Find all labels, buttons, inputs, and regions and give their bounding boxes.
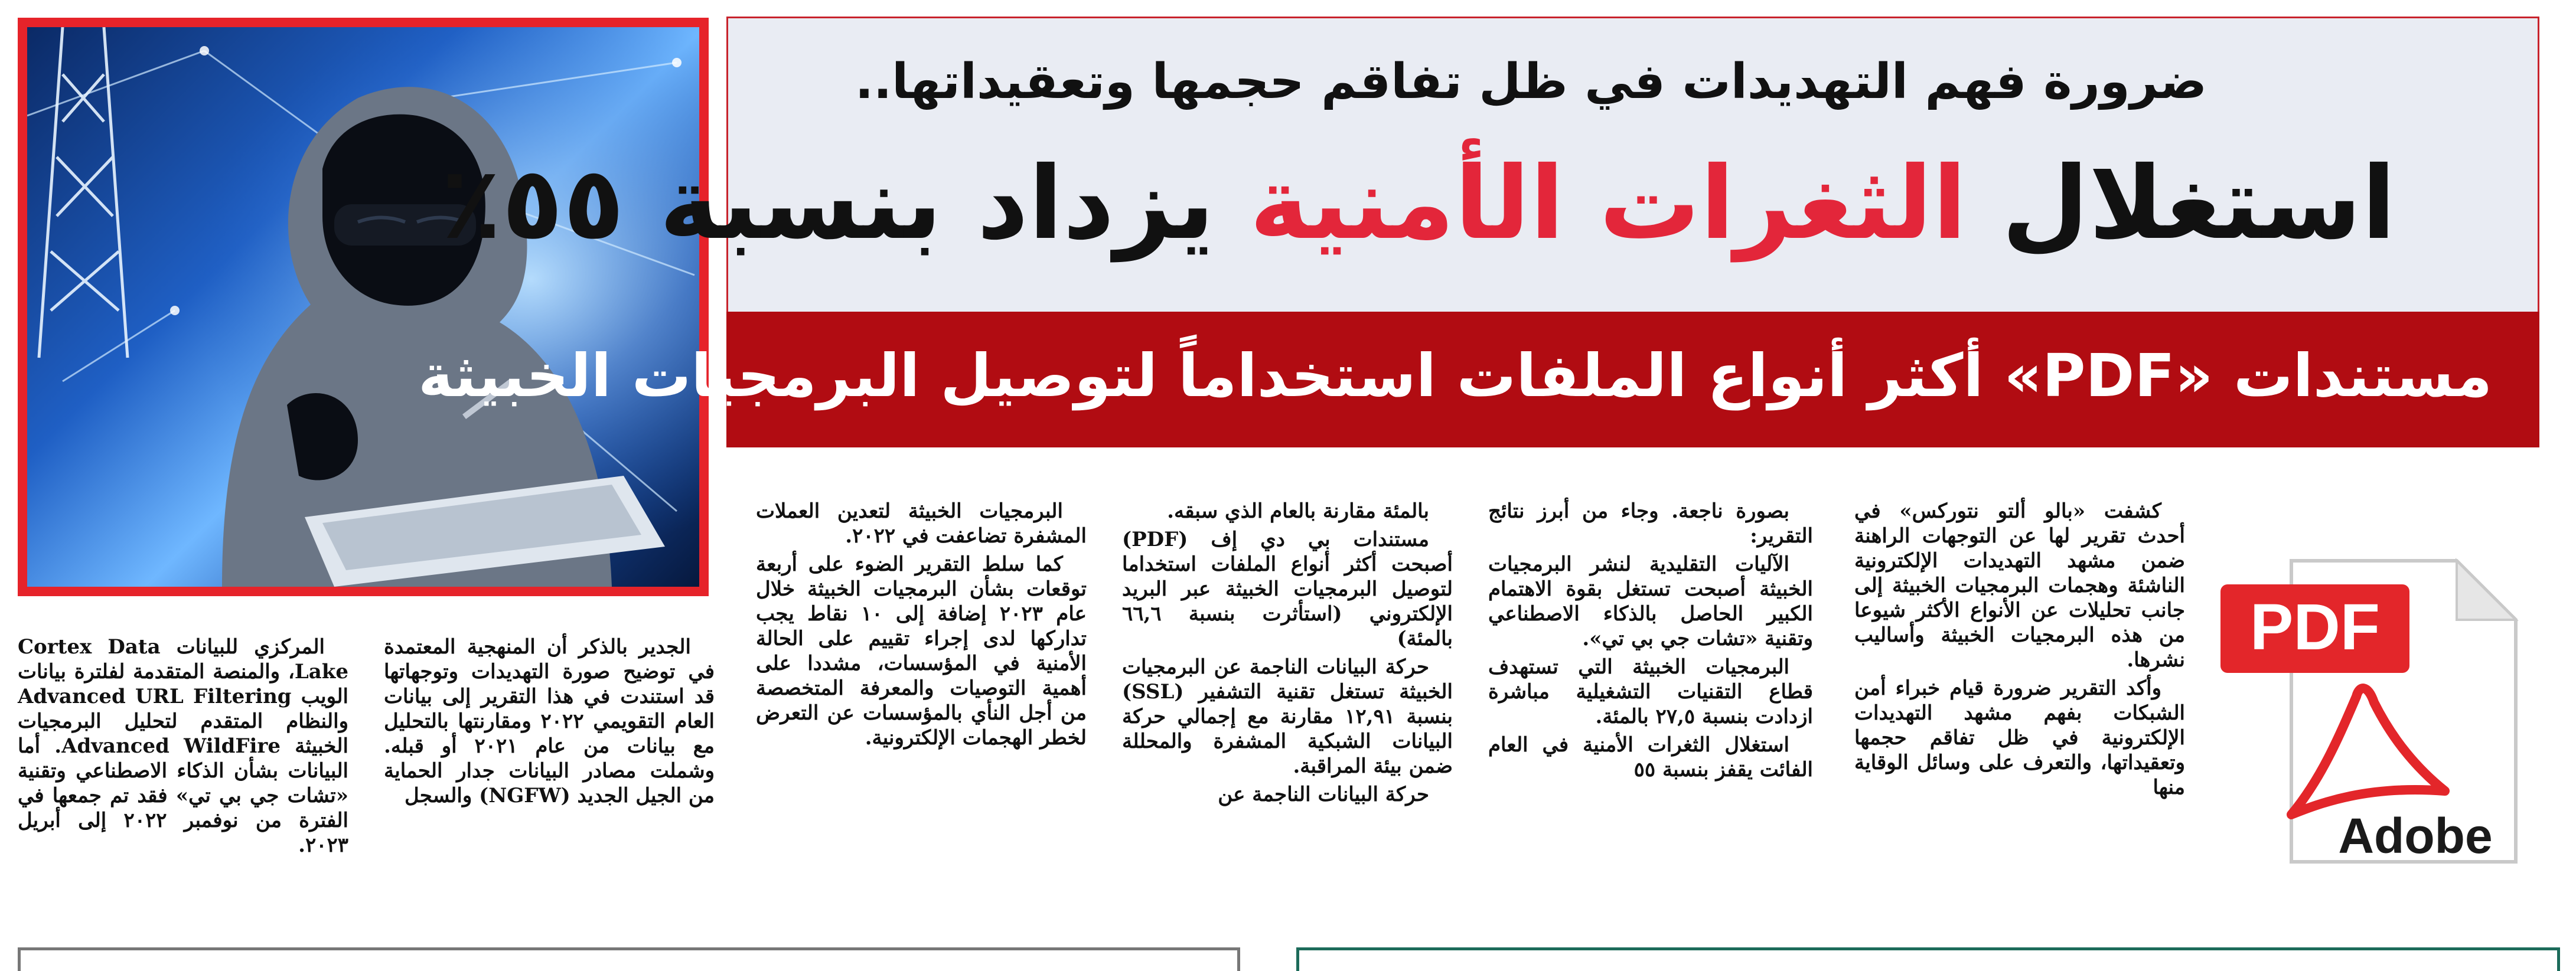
headline-part-2: يزداد بنسبة ٥٥٪ — [440, 145, 1250, 262]
next-article-box-right — [1296, 947, 2560, 971]
paragraph: البرمجيات الخبيثة لتعدين العملات المشفرة تضاعفت في ٢٠٢٢. — [756, 499, 1087, 548]
paragraph: بالمئة مقارنة بالعام الذي سبقه. — [1167, 499, 1429, 523]
paragraph: وأكد التقرير ضرورة قيام خبراء أمن الشبكات بفهم مشهد التهديدات الإلكترونية في ظل تفاقم حجمها وتعقيداتها، والتعرف على وسائل الوقاية منها — [1854, 676, 2185, 799]
paragraph: الجدير بالذكر أن المنهجية المعتمدة في توضيح صورة التهديدات وتوجهاتها قد استندت في هذا التقرير إلى بيانات العام التقويمي ٢٠٢٢ ومقارنتها بالتحليل مع بيانات من عام ٢٠٢١ أو قبله. وشملت مصادر البيانات جدار الحماية من الجيل الجديد (NGFW) والسجل — [384, 635, 715, 807]
article-column-4 — [756, 499, 1087, 754]
pdf-label: PDF — [2250, 591, 2380, 663]
kicker-line: ضرورة فهم التهديدات في ظل تفاقم حجمها وتعقيداتها.. — [855, 54, 2207, 110]
main-headline — [441, 145, 2396, 262]
article-column-3 — [1122, 499, 1453, 810]
paragraph: استغلال الثغرات الأمنية في العام الفائت يقفز بنسبة ٥٥ — [1488, 733, 1813, 782]
article-column-1 — [1854, 499, 2185, 803]
paragraph: الآليات التقليدية لنشر البرمجيات الخبيثة أصبحت تستغل بقوة الاهتمام الكبير الحاصل بالذكاء الاصطناعي وتقنية «تشات جي بي تي». — [1488, 552, 1813, 650]
hacker-photo — [18, 18, 709, 596]
hacker-illustration — [27, 27, 699, 587]
paragraph: بصورة ناجعة. وجاء من أبرز نتائج التقرير: — [1488, 499, 1813, 548]
article-column-2 — [1488, 499, 1813, 786]
adobe-wordmark: Adobe — [2338, 808, 2493, 864]
article-column-6 — [18, 635, 348, 861]
paragraph: مستندات بي دي إف (PDF) أصبحت أكثر أنواع الملفات استخداما لتوصيل البرمجيات الخبيثة عبر البريد الإلكتروني (استأثرت بنسبة ٦٦,٦ بالمئة) — [1122, 528, 1453, 650]
next-article-box-left — [18, 947, 1240, 971]
subheadline-bar — [418, 312, 2539, 447]
subheadline: مستندات «PDF» أكثر أنواع الملفات استخداماً لتوصيل البرمجيات الخبيثة — [418, 341, 2492, 410]
paragraph: المركزي للبيانات Cortex Data Lake، والمنصة المتقدمة لفلترة بيانات الويب Advanced URL Filtering والنظام المتقدم لتحليل البرمجيات الخبيثة Advanced WildFire. أما البيانات بشأن الذكاء الاصطناعي وتقنية «تشات جي بي تي» فقد تم جمعها في الفترة من نوفمبر ٢٠٢٢ إلى أبريل ٢٠٢٣. — [18, 635, 348, 857]
headline-red-part: الثغرات الأمنية — [1249, 145, 1967, 262]
article-column-5 — [384, 635, 715, 812]
paragraph: حركة البيانات الناجمة عن البرمجيات الخبيثة تستغل تقنية التشفير (SSL) بنسبة ١٢,٩١ مقارنة مع إجمالي حركة البيانات الشبكية المشفرة والمحللة ضمن بيئة المراقبة. — [1122, 655, 1453, 778]
paragraph: البرمجيات الخبيثة التي تستهدف قطاع التقنيات التشغيلية مباشرة ازدادت بنسبة ٢٧,٥ بالمئة. — [1488, 655, 1813, 728]
pdf-file-icon — [2220, 543, 2528, 874]
paragraph: حركة البيانات الناجمة عن — [1218, 783, 1429, 806]
headline-box — [418, 17, 2539, 447]
paragraph: كشفت «بالو ألتو نتوركس» في أحدث تقرير لها عن التوجهات الراهنة ضمن مشهد التهديدات الإلكترونية الناشئة وهجمات البرمجيات الخبيثة إلى جانب تحليلات عن الأنواع الأكثر شيوعا من هذه البرمجيات الخبيثة وأساليب نشرها. — [1854, 499, 2185, 672]
headline-part-1: استغلال — [1967, 145, 2396, 262]
paragraph: كما سلط التقرير الضوء على أربعة توقعات بشأن البرمجيات الخبيثة خلال عام ٢٠٢٣ إضافة إلى ١٠ نقاط يجب تداركها لدى إجراء تقييم على الحالة الأمنية في المؤسسات، مشددا على أهمية التوصيات والمعرفة المتخصصة من أجل النأي بالمؤسسات عن التعرض لخطر الهجمات الإلكترونية. — [756, 552, 1087, 750]
